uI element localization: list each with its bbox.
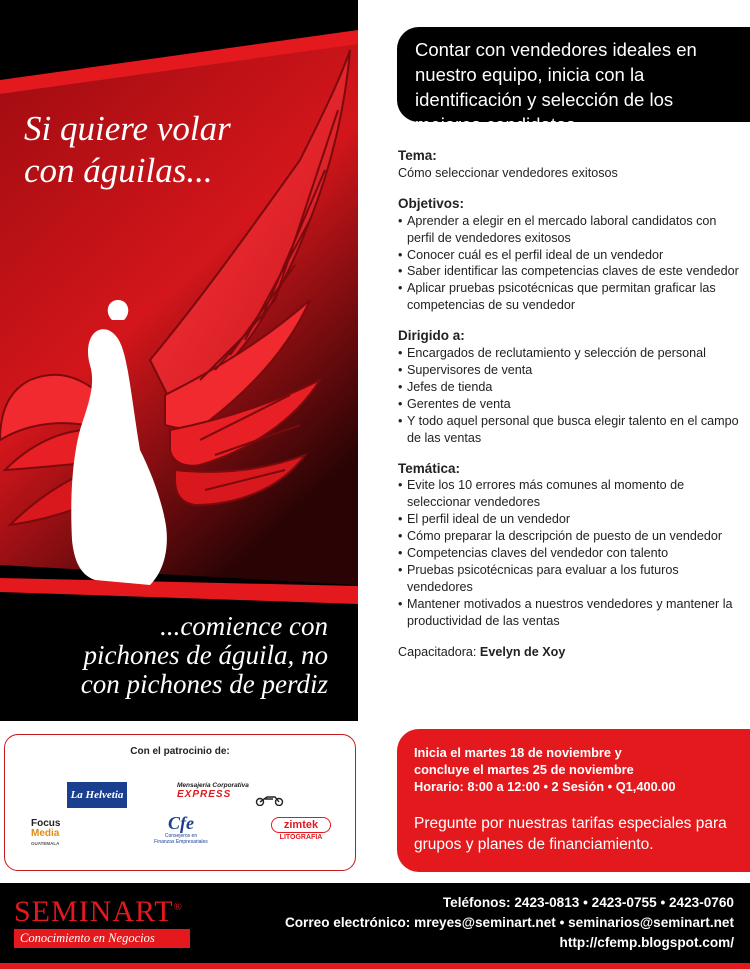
schedule-box bbox=[397, 729, 750, 872]
offer-line: grupos y planes de financiamiento. bbox=[414, 836, 654, 853]
zimtek-logo-line2: LITOGRAFIA bbox=[279, 834, 323, 841]
helvetia-logo bbox=[67, 782, 127, 808]
schedule-line: Inicia el martes 18 de noviembre y bbox=[414, 745, 622, 760]
motorcycle-icon bbox=[253, 794, 287, 806]
hero-headline-line: con águilas... bbox=[24, 151, 213, 190]
tema-text: Cómo seleccionar vendedores exitosos bbox=[398, 165, 618, 180]
seminart-brand bbox=[14, 891, 194, 948]
section-heading: Objetivos: bbox=[398, 195, 465, 211]
focus-logo-line2: Media bbox=[31, 828, 60, 839]
list-item: • Mantener motivados a nuestros vendedores y mantener la productividad de las ventas bbox=[398, 596, 740, 630]
hero-tagline-line: ...comience con bbox=[160, 611, 328, 641]
trainer-label: Capacitadora: bbox=[398, 644, 477, 659]
section-heading: Temática: bbox=[398, 460, 461, 476]
tematica-section bbox=[398, 461, 740, 630]
section-heading: Dirigido a: bbox=[398, 328, 465, 344]
phones: Teléfonos: 2423-0813 • 2423-0755 • 2423-0760 bbox=[442, 895, 734, 910]
registered-mark: ® bbox=[173, 901, 183, 913]
section-heading: Tema: bbox=[398, 148, 437, 163]
list-item: • Pruebas psicotécnicas para evaluar a los futuros vendedores bbox=[398, 562, 740, 596]
list-item: • Saber identificar las competencias claves de este vendedor bbox=[398, 263, 740, 280]
list-item: • Competencias claves del vendedor con talento bbox=[398, 545, 740, 562]
brand-tagline: Conocimiento en Negocios bbox=[14, 929, 190, 948]
list-item: • Y todo aquel personal que busca elegir talento en el campo de las ventas bbox=[398, 413, 740, 447]
list-item: • Evite los 10 errores más comunes al momento de seleccionar vendedores bbox=[398, 477, 740, 511]
list-item: • El perfil ideal de un vendedor bbox=[398, 511, 740, 528]
trainer-name: Evelyn de Xoy bbox=[479, 644, 566, 659]
list-item: • Jefes de tienda bbox=[398, 379, 740, 396]
footer-red-strip bbox=[0, 963, 750, 969]
zimtek-logo-line1: zimtek bbox=[271, 817, 331, 833]
hero-headline bbox=[24, 108, 344, 192]
cfe-mark: Cfe bbox=[168, 813, 194, 833]
express-logo-line2: EXPRESS bbox=[177, 789, 232, 800]
cfe-text-line1: Consejeros en bbox=[164, 833, 198, 839]
hero-tagline bbox=[0, 612, 328, 699]
hero-tagline-line: pichones de águila, no bbox=[83, 640, 328, 670]
focus-logo-line1: Focus bbox=[31, 818, 61, 829]
intro-text: Contar con vendedores ideales en nuestro equipo, inicia con la identificación y selección de los mejores candidatos. bbox=[415, 39, 697, 135]
brand-text: SEMINART bbox=[14, 895, 174, 928]
focus-logo-line3: GUATEMALA bbox=[31, 841, 60, 846]
hero-tagline-line: con pichones de perdiz bbox=[80, 669, 328, 699]
list-item: • Conocer cuál es el perfil ideal de un vendedor bbox=[398, 247, 740, 264]
email-line[interactable]: Correo electrónico: mreyes@seminart.net • seminarios@seminart.net bbox=[284, 915, 734, 930]
schedule-line: concluye el martes 25 de noviembre bbox=[414, 762, 634, 777]
list-item: • Cómo preparar la descripción de puesto de un vendedor bbox=[398, 528, 740, 545]
list-item: • Gerentes de venta bbox=[398, 396, 740, 413]
cfe-logo bbox=[131, 813, 231, 853]
schedule-line: Horario: 8:00 a 12:00 • 2 Sesión • Q1,400.00 bbox=[414, 779, 676, 794]
list-item: • Aplicar pruebas psicotécnicas que permitan graficar las competencias de su vendedor bbox=[398, 280, 740, 314]
sponsors-box bbox=[4, 734, 356, 871]
helvetia-logo-text: La Helvetia bbox=[70, 789, 124, 801]
focus-media-logo bbox=[31, 819, 75, 847]
schedule-dates bbox=[414, 744, 744, 795]
sponsors-title: Con el patrocinio de: bbox=[130, 746, 230, 757]
trainer-line bbox=[398, 644, 740, 661]
zimtek-logo bbox=[271, 817, 331, 849]
tema-section bbox=[398, 148, 740, 182]
list-item: • Supervisores de venta bbox=[398, 362, 740, 379]
express-logo-line1: Mensajería Corporativa bbox=[177, 782, 249, 789]
footer bbox=[0, 883, 750, 963]
website-link[interactable]: http://cfemp.blogspot.com/ bbox=[559, 935, 734, 950]
express-logo bbox=[177, 782, 297, 812]
dirigido-section bbox=[398, 328, 740, 446]
cfe-text-line2: Finanzas Empresariales bbox=[154, 839, 208, 845]
brand-name bbox=[14, 891, 194, 928]
list-item: • Encargados de reclutamiento y selección de personal bbox=[398, 345, 740, 362]
offer-line: Pregunte por nuestras tarifas especiales para bbox=[414, 815, 727, 832]
contact-info bbox=[214, 893, 734, 953]
course-details bbox=[398, 148, 740, 660]
intro-banner bbox=[397, 27, 750, 135]
special-offer bbox=[414, 813, 744, 855]
hero-headline-line: Si quiere volar bbox=[24, 109, 231, 148]
list-item: • Aprender a elegir en el mercado laboral candidatos con perfil de vendedores exitosos bbox=[398, 213, 740, 247]
hero-panel bbox=[0, 0, 358, 721]
objetivos-section bbox=[398, 196, 740, 314]
